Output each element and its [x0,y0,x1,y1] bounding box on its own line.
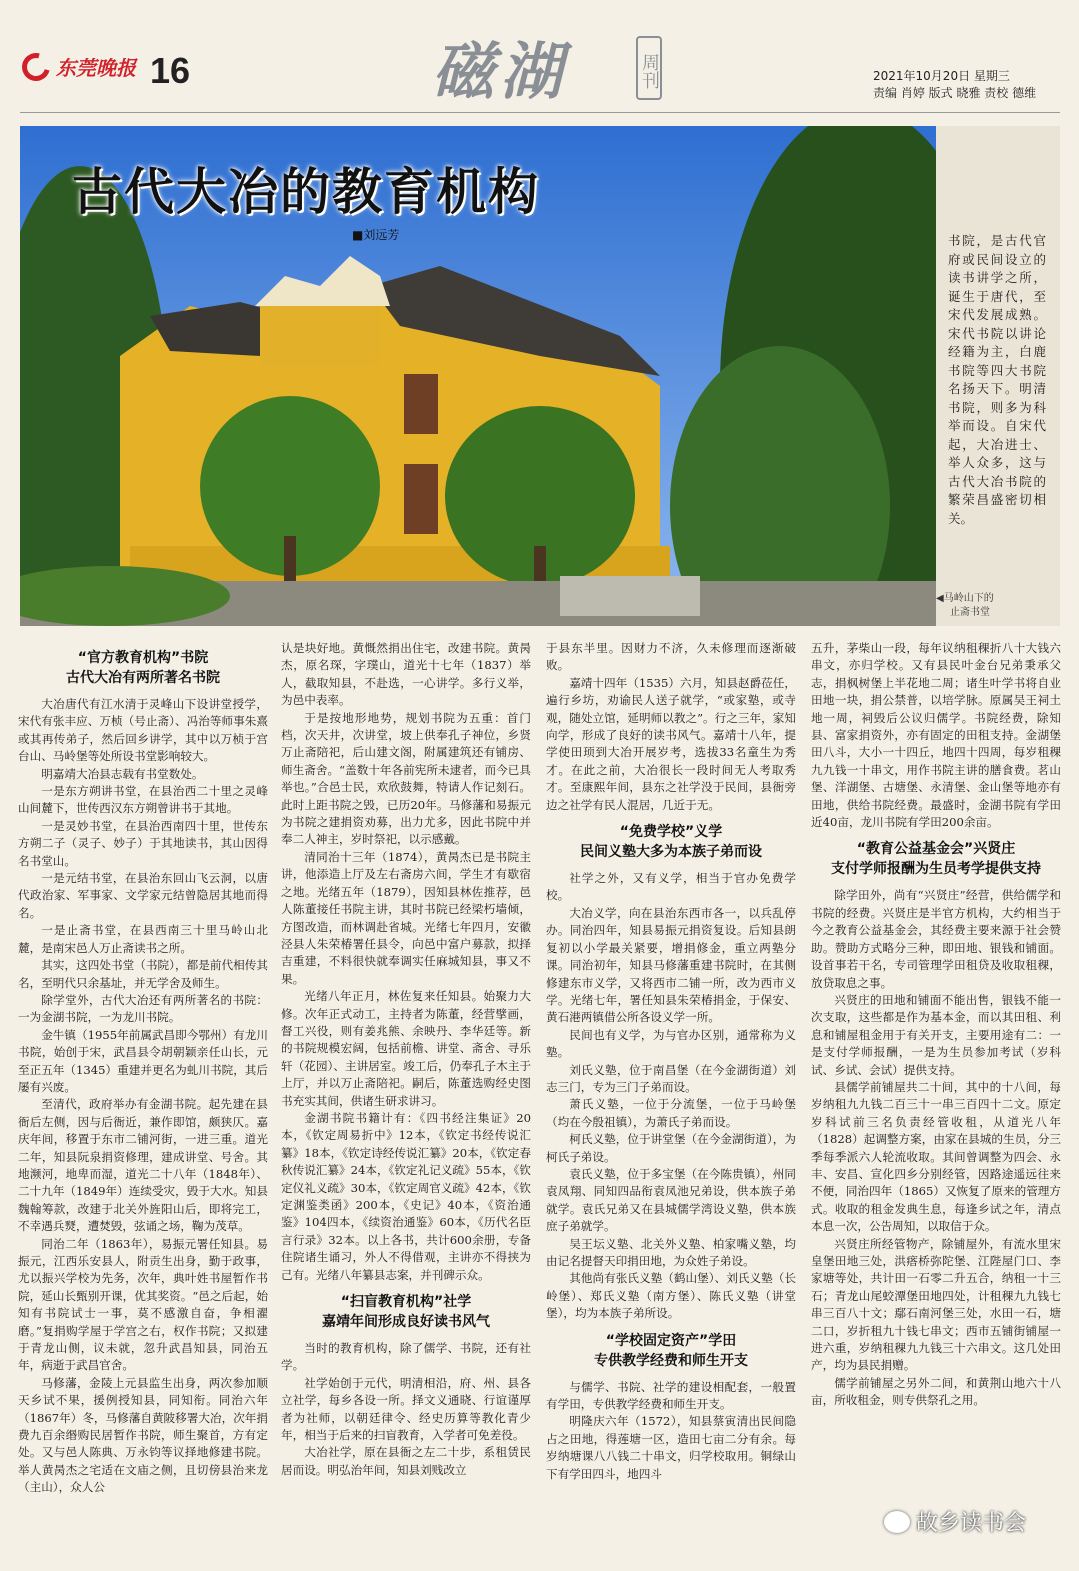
paragraph: 儒学前铺屋之另外二间，和黄荆山地六十八亩，所收租金，则专供祭孔之用。 [811,1375,1061,1408]
newspaper-name: 东莞晚报 [56,56,136,80]
article-intro: 书院，是古代官府或民间设立的读书讲学之所，诞生于唐代，至宋代发展成熟。宋代书院以讲论经籍为主，白鹿书院等四大书院名扬天下。明清书院，则多为科举而设。自宋代起，大冶进士、举人众多，这与古代大冶书院的繁荣昌盛密切相关。 [948,233,1046,526]
newspaper-logo-icon [17,47,55,85]
paragraph: 明嘉靖大冶县志载有书堂数处。 [41,766,204,781]
paragraph: 社学始创于元代，明清相沿，府、州、县各立社学，每乡各设一所。择文义通晓、行谊谨厚者为社师，以朝廷律令、经史历算等教化青少年，相当于后来的扫盲教育，入学者可免差役。 [281,1375,531,1443]
section-heading-line: “教育公益基金会”兴贤庄 [856,841,1016,858]
section-tag: 周刊 [636,36,662,100]
dateline [873,68,1043,102]
paragraph: 其他尚有张氏义塾（鹤山堡）、刘氏义塾（长岭堡）、郑氏义塾（南方堡）、陈氏义塾（讲堂堡），均为本族子弟所设。 [546,1271,796,1321]
section-heading-line: 专供教学经费和师生开支 [594,1352,748,1369]
watermark [884,1506,1026,1537]
article-column-2 [281,640,531,1565]
section-heading [811,839,1061,879]
section-heading [546,1331,796,1371]
paragraph: 除学田外，尚有“兴贤庄”经营，供给儒学和书院的经费。兴贤庄是半官方机构，大约相当于今之教育公益基金会，其经费主要来源于社会赞助。赞助方式略分三种，即田地、银钱和铺面。设首事若干名，专司管理学田租贷及收取租稞，放贷取息之事。 [811,888,1061,990]
article-byline: ■刘远芳 [352,228,400,242]
paragraph: 一是东方朔讲书堂，在县治西二十里之灵峰山间麓下，世传西汉东方朔曾讲书于其地。 [18,784,268,816]
paragraph: 金牛镇（1955年前属武昌即今鄂州）有龙川书院，始创于宋，武昌县令胡朝颖亲任山长，元至正五年（1345）重建并更名为虬川书院，其后屡有兴废。 [18,1027,268,1094]
wechat-icon [884,1511,910,1533]
paragraph: 一是灵妙书堂，在县治西南四十里，世传东方朔二子（灵子、妙子）于其地读书，其山因得名书堂山。 [18,818,268,868]
section-heading-line: “学校固定资产”学田 [605,1332,737,1349]
paragraph: 一是止斋书堂，在县西南三十里马岭山北麓，是南宋邑人万止斋读书之所。 [18,923,268,955]
paragraph: 吴王坛义塾、北关外义塾、柏家嘴义塾，均由记名提督天印捐田地，为众姓子弟设。 [546,1236,796,1268]
article-column-3 [546,640,796,1565]
editor-credits: 责编 肖婷 版式 晓雅 责校 德维 [873,86,1037,100]
paragraph: 大冶义学，向在县治东西市各一，以兵乱停办。同治四年，知县易振元捐资复设。后知县朗复初以小学最关紧要，增捐修金，重立两塾分课。同治初年，知县马修藩重建书院时，在其侧修建东市义学，又将西市二铺一所，改为西市义学。光绪七年，署任知县朱荣椿捐金，于保安、黄石港两镇借公所各设义学一所。 [546,905,796,1025]
photo-caption-line-1: ◀马岭山下的 [936,593,994,604]
paragraph: 与儒学、书院、社学的建设相配套，一般置有学田，专供教学经费和师生开支。 [546,1379,796,1412]
photo-caption [936,592,994,620]
section-heading-line: 古代大冶有两所著名书院 [66,670,220,686]
section-heading-line: “扫盲教育机构”社学 [340,1294,472,1311]
page-number: 16 [150,50,191,91]
masthead-rule [20,112,1060,113]
paragraph: 兴贤庄的田地和铺面不能出售，银钱不能一次支取，这些都是作为基本金，而以其田租、利息和铺屋租金用于有关开支，主要用途有二：一是支付学师报酬，一是为生员参加考试（岁科试、乡试、会试）提供支持。 [811,992,1061,1077]
section-heading-line: 嘉靖年间形成良好读书风气 [322,1314,490,1331]
paragraph: 民间也有义学，为与官办区别，通常称为义塾。 [546,1027,796,1060]
section-heading-line: 民间义塾大多为本族子弟而设 [580,844,762,861]
newspaper-logo [22,52,136,81]
section-heading [281,1292,531,1332]
paragraph: 至清代，政府举办有金湖书院。起先建在县衙后左侧，因与后衙近，兼作即馆，颇狭仄。嘉庆年间，移置于东市二铺河街，一进三重。道光二年，知县阮泉捐资修理，建成讲堂、号舍。其地濒河，地卑而湿，道光二十八年（1848年）、二十九年（1849年）连续受灾，毁于大水。知县魏翰筹款，改建于北关外旌阳山后，即将完工，不幸遇兵燹，遭焚毁，弦诵之场，鞠为茂草。 [18,1097,268,1234]
paragraph: 袁氏义塾，位于多宝堡（在今陈贵镇），州同袁凤翔、同知四品衔袁凤池兄弟设，供本族子弟就学。袁氏兄弟又在县城儒学湾设义塾，供本族庶子弟就学。 [546,1166,796,1234]
paragraph: 一是元结书堂，在县治东回山飞云洞，以唐代政治家、军事家、文学家元结曾隐居其地而得名。 [18,871,268,920]
paragraph: 当时的教育机构，除了儒学、书院，还有社学。 [281,1341,531,1373]
section-title: 磁湖 [432,35,569,108]
article-column-4 [811,640,1061,1565]
issue-date: 2021年10月20日 星期三 [873,69,1010,83]
masthead [0,0,1079,120]
paragraph: 除学堂外，古代大冶还有两所著名的书院：一为金湖书院，一为龙川书院。 [18,992,268,1025]
paragraph: 柯氏义塾，位于讲堂堡（在今金湖街道），为柯氏子弟设。 [546,1132,796,1164]
paragraph: 兴贤庄所经管物产，除铺屋外，有流水里宋皇堡田地三处，洪瘩桥弥陀堡、江陛屋门口、李家塘等处，共计田一石零二升五合，纳租一十三石；青龙山尾蛟潭堡田地四处，计租稞九九钱七串三百八十文；鄢石南河堡三处，水田一石，塘二口，岁折租九十钱七串文；西市五铺街铺屋一进六重，岁纳租稞九九钱三十六串文。这几处田产，均为县民捐赠。 [811,1236,1061,1373]
paragraph: 其实，这四处书堂（书院），都是前代相传其名，至明代只余基址，并无学舍及师生。 [18,958,268,990]
paragraph: 明隆庆六年（1572），知县蔡寅清出民间隐占之田地，得莲塘一区，造田七亩二分有余。每岁纳塘课八八钱二十串文，归学校取用。铜绿山下有学田四斗，地四斗 [546,1414,796,1481]
paragraph: 县儒学前铺屋共二十间，其中的十八间，每岁纳租九九钱二百三十一串三百四十二文。原定岁科试前三名负责经管收租，从道光八年（1828）起调整方案，由家在县城的生员，分三季每季派六人轮流收取。其间曾调整为四会、永丰、安昌、宣化四乡分别经管，因路途遥远往来不便，同治四年（1865）又恢复了原来的管理方式。收取的租金发典生息，每逢乡试之年，清点本息一次，公告周知，以取信于众。 [811,1079,1061,1234]
section-heading [18,648,268,688]
watermark-text: 故乡读书会 [916,1511,1027,1536]
paragraph: 于是按地形地势，规划书院为五重：首门档，次天井，次讲堂，坡上供奉孔子神位，乡贤万止斋陪祀，后山建文阁，附属建筑还有铺房、师生斋舍。“盖数十年各前宪所未逮者，而今已具举也。”合邑士民，欢欣鼓舞，特请人作记刻石。此时上距书院之毁，已历20年。马修藩和易振元为书院之建捐资劝募，出力尤多，因此书院中并奉二人神主，岁时祭祀，以示感戴。 [281,710,531,847]
paragraph: 认是块好地。黄慨然捐出住宅，改建书院。黄昺杰，原名琛，字璞山，道光十七年（1837）举人，截取知县，不赴选，一心讲学。多行义举，为邑中表率。 [281,641,531,708]
paragraph: 清同治十三年（1874），黄昺杰已是书院主讲，他添造上厅及左右斋房六间，学生才有歇宿之地。光绪五年（1879），因知县林佐推荐，邑人陈董接任书院主讲，其时书院已经梁朽墙倾，方图改造，而林调赴省城。光绪七年四月，安徽泾县人朱荣椿署任县令，向邑中富户募款，拟择吉重建，不料很快就奉调实任麻城知县，事又不果。 [281,849,531,986]
section-heading-line: “官方教育机构”书院 [77,650,209,666]
article-headline: 古代大冶的教育机构 [72,163,540,221]
photo-caption-line-2: 止斋书堂 [950,607,990,618]
paragraph: 大冶社学，原在县衙之左二十步，系租赁民居而设。明弘治年间，知县刘贱改立 [281,1445,531,1477]
paragraph: 社学之外，又有义学，相当于官办免费学校。 [546,871,796,903]
paragraph: 嘉靖十四年（1535）六月，知县赵爵莅任，遍行乡坊，劝谕民人送子就学，“或家塾，或寺观，随处立馆，延明师以教之”。行之三年，家知向学，形成了良好的读书风气。嘉靖十八年，提学使田顼到大冶开展岁考，选拔33名童生为秀才。在此之前，大冶很长一段时间无人考取秀才。至康熙年间，县东之社学没于民间，县衙旁边之社学有民人混居，几近于无。 [546,675,796,812]
paragraph: 萧氏义塾，一位于分流堡，一位于马岭堡（均在今殷祖镇），为萧氏子弟而设。 [546,1097,796,1129]
section-heading-line: “免费学校”义学 [619,824,723,841]
paragraph: 马修藩，金陵上元县监生出身，两次参加顺天乡试不果，援例授知县，同知衔。同治六年（1867年）冬，马修藩自黄陂移署大冶，次年捐费九百余缗购民居暂作书院，师生聚首，方有定处。又与邑人陈典、万永钧等议择地修建书院。举人黄昺杰之宅适在文庙之侧，且切傍县治来龙（主山），众人公 [18,1375,268,1495]
paragraph: 金湖书院书籍计有：《四书经注集证》20本，《钦定周易折中》12本，《钦定书经传说汇纂》18本，《钦定诗经传说汇纂》20本，《钦定春秋传说汇纂》24本，《钦定礼记义疏》55本，《钦定仪礼义疏》30本，《钦定周官义疏》42本，《钦定渊鉴类函》200本，《史记》40本，《资治通鉴》104四本，《续资治通鉴》60本，《历代名臣言行录》32本。以上各书，共计600余册，专备住院诸生诵习，外人不得借观，主讲亦不得挟为己有。光绪八年纂县志案，并刊碑示众。 [281,1110,531,1282]
article-column-1 [18,640,268,1565]
paragraph: 五升，茅柴山一段，每年议纳租稞折八十大钱六串文，亦归学校。又有县民叶金台兄弟秉承父志，捐枫树堡上半花地二周；诸生叶学书将自业田地一块，捐公禁普，以培学脉。原属吴王祠土地一周，祠毁后公议归儒学。书院经费，除知县、富家捐资外，亦有固定的田租支持。金湖堡田八斗，大小一十四丘，地四十四周，每岁租稞九九钱一十串文，用作书院主讲的膳食费。茗山堡、洋湖堡、古塘堡、永清堡、金山堡等地亦有田地，供给书院经费。最盛时，金湖书院有学田近40亩，龙川书院有学田200余亩。 [811,641,1061,830]
paragraph: 光绪八年正月，林佐复来任知县。始聚力大修。次年正式动工，主持者为陈董，经营擘画，督工兴役，则有姜兆熊、余映丹、李华廷等。新的书院规模宏阔，包括前檐、讲堂、斋舍、寻乐轩（花园）、主讲居室。竣工后，仍奉孔子木主于上厅，并以万止斋陪祀。嗣后，陈董选购经史图书充实其间，供诸生研求讲习。 [281,989,531,1108]
section-heading-line: 支付学师报酬为生员考学提供支持 [831,861,1041,878]
section-heading [546,822,796,862]
paragraph: 刘氏义塾，位于南昌堡（在今金湖街道）刘志三门，专为三门子弟而设。 [546,1062,796,1094]
paragraph: 于县东半里。因财力不济，久未修理而逐渐破败。 [546,641,796,673]
paragraph: 大冶唐代有江水清于灵峰山下设讲堂授学，宋代有张丰应、万桢（号止斋）、冯治等师事朱熹或其再传弟子，然后回乡讲学，其中以万桢于宫台山、马岭堡等处所设书堂影响较大。 [18,697,268,764]
paragraph: 同治二年（1863年），易振元署任知县。易振元，江西乐安县人，附贡生出身，勤于政事，尤以振兴学校为先务，次年，典叶姓书屋暂作书院，延山长甄别开课，优其奖资。“邑之后起，始知有书院试士一事，莫不感激自奋，争相濯磨。”复捐购学屋于学宫之右，权作书院；又拟建于青龙山侧，议未就，忽升武昌知县，同治五年，病逝于武昌官舍。 [18,1236,268,1373]
